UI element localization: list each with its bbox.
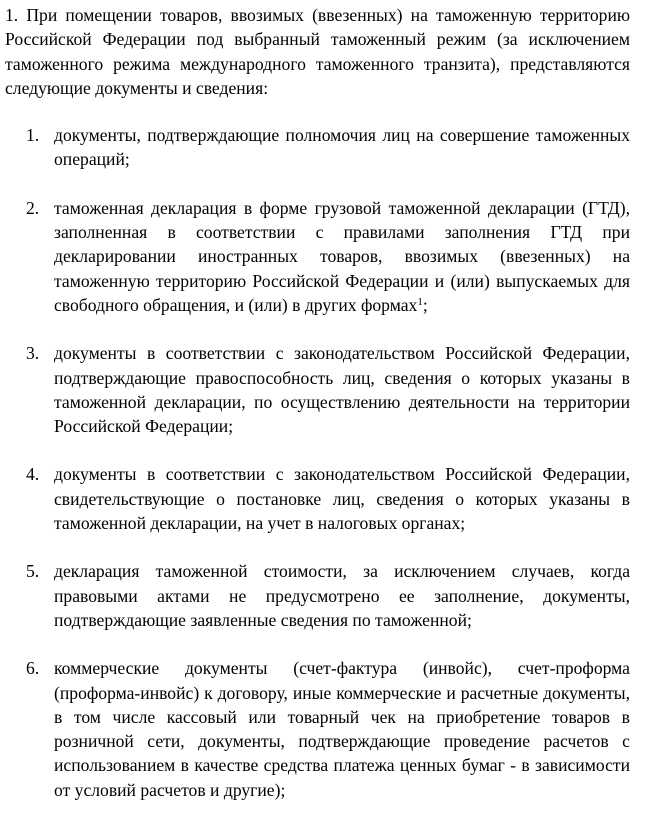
list-item-number: 3. (26, 343, 40, 364)
list-item (5, 462, 630, 535)
list-item (5, 341, 630, 438)
list-item-text-wrapper (54, 196, 630, 317)
list-item-number: 4. (26, 464, 40, 485)
list-item-text: документы в соответствии с законодательством Российской Федерации, свидетельствующие о постановке лиц, сведения о которых указаны в таможенной декларации, на учет в налоговых органах; (54, 464, 630, 534)
list-item-text: декларация таможенной стоимости, за исключением случаев, когда правовыми актами не предусмотрено ее заполнение, документы, подтверждающие заявленные сведения по таможенной; (54, 561, 630, 630)
list-item-text-tail: ; (422, 294, 428, 315)
list-item-number: 5. (26, 561, 40, 582)
list-item-text: документы, подтверждающие полномочия лиц на совершение таможенных операций; (54, 125, 630, 170)
document-list (5, 123, 630, 802)
list-item (5, 196, 630, 317)
list-item-number: 2. (26, 197, 40, 218)
list-item-number: 1. (26, 125, 40, 146)
list-item (5, 656, 630, 802)
list-item-number: 6. (26, 658, 40, 679)
intro-paragraph: 1. При помещении товаров, ввозимых (ввезенных) на таможенную территорию Российской Федерации под выбранный таможенный режим (за исключением таможенного режима международного таможенного транзита), представляются следующие документы и сведения: (5, 5, 630, 98)
list-item-text: документы в соответствии с законодательством Российской Федерации, подтверждающие правоспособность лиц, сведения о которых указаны в таможенной декларации, по осуществлению деятельности на территории Российской Федерации; (54, 343, 630, 437)
footnote-marker[interactable]: 1 (417, 295, 423, 308)
list-item (5, 559, 630, 632)
list-item-text: коммерческие документы (счет-фактура (инвойс), счет-проформа (проформа-инвойс) к договору, иные коммерческие и расчетные документы, в том числе кассовый или товарный чек на приобретение товаров в розничной сети, документы, подтверждающие проведение расчетов с использованием в качестве средства платежа ценных бумаг - в зависимости от условий расчетов и другие); (54, 658, 630, 800)
list-item-text: таможенная декларация в форме грузовой таможенной декларации (ГТД), заполненная в соответствии с правилами заполнения ГТД при декларировании иностранных товаров, ввозимых (ввезенных) на таможенную территорию Российской Федерации и (или) выпускаемых для свободного обращения, и (или) в других формах (54, 197, 630, 315)
list-item (5, 123, 630, 172)
